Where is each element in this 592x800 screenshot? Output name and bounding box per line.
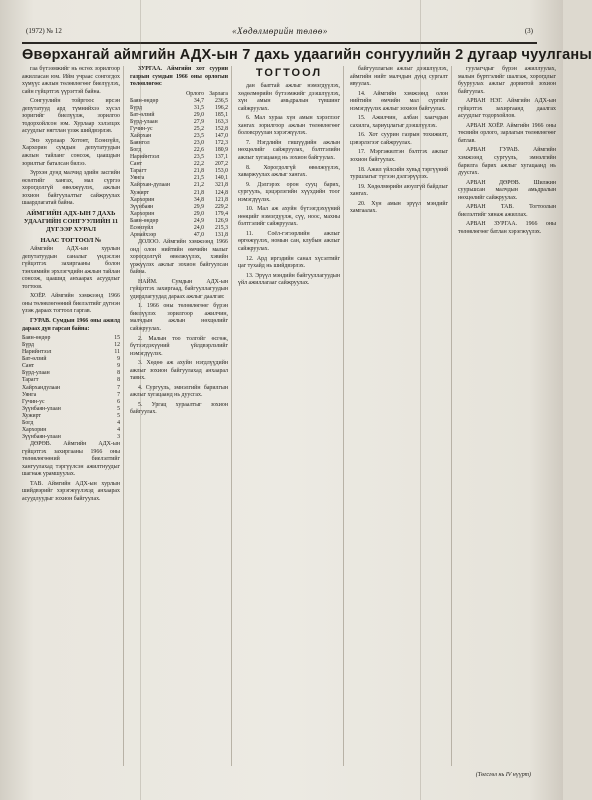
paragraph: дан бааттай ажлыг нэмэгдүүлэх, хөдөлмөрийн бүтээмжийг дээшлүүлэх, хүн амын амьдралын түвшинг сайжруулах. [238, 83, 340, 112]
paper-name: «Хөдөлмөрийн төлөө» [232, 26, 328, 36]
table-cell: 21,2 [193, 182, 205, 189]
paragraph: 8. Хорогдолгүй өвөлжүүлэх, хаваржуулах ажлыг хангах. [238, 164, 340, 179]
table-cell: Арвайхээр [130, 231, 157, 238]
table-cell: Хархорин [130, 196, 155, 203]
table-cell: 321,8 [214, 182, 228, 189]
table-cell: Богд [130, 147, 142, 154]
table-cell: Хайрхан [130, 133, 152, 140]
table-cell: 163,3 [214, 118, 228, 125]
table-cell: 23,5 [193, 154, 205, 161]
table-row [130, 140, 228, 147]
table-cell-name: Бүрд-улаан [22, 370, 50, 377]
table-cell: 24,9 [193, 217, 205, 224]
table-cell: 207,2 [214, 161, 228, 168]
column-5 [458, 66, 559, 766]
table-cell-value: 6 [117, 398, 120, 405]
table-cell: 140,1 [214, 175, 228, 182]
table-row [130, 98, 228, 105]
column-3 [238, 66, 344, 766]
table-cell: 29,0 [193, 210, 205, 217]
table-cell: 34,7 [193, 97, 205, 104]
table-cell-name: Хархорин [22, 426, 47, 433]
table-cell: Гучин-ус [130, 125, 153, 132]
table-row [22, 370, 120, 377]
table-cell: 23,5 [193, 133, 205, 140]
fold-line [140, 0, 141, 800]
paragraph: ДОЛОО. Аймгийн хэмжээнд 1966 онд олон нийтийн өмчийн малыг хорогдолгүй өвөлжүүлэх, хэвийн үржүүлэх ажлыг зохион байгуулсан байна. [130, 238, 228, 276]
paragraph: 16. Хот суурин газрын тохижилт, цэвэрлэгээг сайжруулах. [350, 132, 448, 146]
paragraph: 11. Соёл-гэгээрлийн ажлыг өргөжүүлэх, номын сан, клубын ажлыг сайжруулах. [238, 230, 340, 253]
table-cell: Хайрхан-дулаан [130, 182, 170, 189]
table-row [130, 204, 228, 211]
table-cell-name: Уянга [22, 391, 37, 398]
paragraph: 10. Мал аж ахуйн бүтээгдэхүүний нөөцийг нэмэгдүүлж, сүү, ноос, махны бэлтгэлийг сайжруулах. [238, 206, 340, 228]
table-row [130, 225, 228, 232]
paragraph: 4. Сургууль, эмнэлгийн барилгын ажлыг хугацаанд нь дуусгах. [130, 384, 228, 399]
table-cell: 22,6 [193, 147, 205, 154]
paragraph: 20. Хүн амын эрүүл мэндийг хамгаалах. [350, 200, 448, 215]
table-cell-value: 8 [117, 370, 120, 377]
table-cell: 29,9 [193, 203, 205, 210]
paragraph: АРВАН ДӨРӨВ. Шилжин суурьшсан малчдын амьдралын нөхцөлийг сайжруулах. [458, 179, 556, 201]
table-row [130, 154, 228, 161]
table-cell: Уянга [130, 175, 145, 182]
paragraph: 7. Нэгдлийн гишүүдийн ажлын нөхцөлийг сайжруулах, бэлтгэлийн ажлыг хугацаанд нь зохион байгуулах. [238, 139, 340, 161]
issue-number: (1972) № 12 [26, 27, 62, 35]
paragraph: 19. Хөдөлмөрийн аюулгүй байдлыг хангах. [350, 183, 448, 198]
table-cell-value: 9 [117, 363, 120, 370]
paragraph: гаа бүтээмжийг нь өсгөх зорилгоор ажилласан юм. Ийм учраас сонгогдох хүмүүс ажлын төлөвлөгөөг биелүүлэх, сайн гүйцэтгэх үүрэгтэй байна. [22, 66, 120, 95]
paragraph: АРВАН ХОЁР. Аймгийн 1966 оны төсвийн орлого, зарлагын төлөвлөгөөг батлав. [458, 122, 556, 144]
table-row [130, 168, 228, 175]
table-cell: Хужирт [130, 189, 149, 196]
table-cell: 21,5 [193, 175, 205, 182]
sum-results-table [22, 335, 120, 441]
table-cell: Тарагт [130, 168, 147, 175]
table-row [130, 218, 228, 225]
table-cell: 236,5 [214, 97, 228, 104]
paragraph-heading: ЗУРГАА. Аймгийн хот суурин газрын сумдын 1966 оны орлогын төлөвлөгөө: [130, 66, 228, 88]
paragraph: байгууллагын ажлыг дээшлүүлэх, аймгийн нийт малчдын дунд сургалт явуулах. [350, 66, 448, 88]
paragraph: 3. Хөдөө аж ахуйн нэгдлүүдийн ажлыг зохион байгуулахад анхаарал тавих. [130, 360, 228, 382]
table-cell: 27,9 [193, 118, 205, 125]
paragraph-heading: ГУРАВ. Сумдын 1966 оны ажилд дараах дүн гарсан байна: [22, 318, 120, 332]
paragraph: Аймгийн АДХ-ын хурлын депутатуудын саналыг үндэслэн гүйцэтгэх захиргааны болон тэнхимийн эрхлэгчдийн ажлын тайлан сонсож, цаашид анхаарах асуудлыг тогтоов. [22, 246, 120, 290]
table-cell: 147,0 [214, 133, 228, 140]
paragraph: НАЙМ. Сумдын АДХ-ын гүйцэтгэх захиргаад, байгууллагуудын удирдлагуудад дараах ажлыг даалгав: [130, 278, 228, 300]
paragraph: ХОЁР. Аймгийн хэмжээнд 1966 оны төлөвлөгөөний биелэлтийг дүгнэн үзэж дараах тогтоол гаргав. [22, 293, 120, 315]
continued-note: (Төгсгөл нь IV нүүрт) [475, 772, 531, 778]
table-cell-value: 3 [117, 433, 120, 440]
section-heading: АЙМГИЙН АДХ-ЫН 7 ДАХЬ УДААГИЙН СОНГУУЛИЙН 11 ДҮГЭЭР ХУРАЛ [23, 209, 119, 234]
paragraph: АРВАН ГУРАВ. Аймгийн хэмжээнд сургууль, эмнэлгийн барилга барих ажлыг хугацаанд нь дуусгах. [458, 147, 556, 177]
table-row [130, 182, 228, 189]
table-cell: 21,8 [193, 189, 205, 196]
paragraph: 15. Ажилчин, албан хаагчдын сахилга, хариуцлагыг дээшлүүлэх. [350, 115, 448, 129]
table-row [130, 211, 228, 218]
table-cell: Баянгол [130, 140, 150, 147]
table-cell: Баян-өндөр [130, 217, 159, 224]
column-2 [130, 66, 232, 766]
table-cell: 152,8 [214, 125, 228, 132]
table-cell-name: Хужирт [22, 412, 41, 419]
table-cell: Бүрд-улаан [130, 118, 158, 125]
table-cell-value: 5 [117, 405, 120, 412]
table-cell: 124,8 [214, 189, 228, 196]
table-row [130, 105, 228, 112]
table-row [22, 427, 120, 434]
table-cell: Бат-өлзий [130, 111, 155, 118]
table-cell: Сант [130, 161, 143, 168]
table-cell-name: Бат-өлзий [22, 356, 47, 363]
paragraph: 12. Ард иргэдийн санал хүсэлтийг цаг тухайд нь шийдвэрлэх. [238, 255, 340, 270]
table-cell-name: Тарагт [22, 377, 39, 384]
resolution-title: ТОГТООЛ [255, 67, 323, 79]
table-cell: 23,0 [193, 140, 205, 147]
table-cell-value: 12 [114, 342, 120, 349]
fold-line [420, 0, 421, 800]
table-cell-name: Нарийнтээл [22, 349, 52, 356]
table-cell-name: Зүүнбаян-улаан [22, 405, 61, 412]
table-cell-value: 7 [117, 391, 120, 398]
table-cell: 131,8 [214, 231, 228, 238]
table-header-cell [130, 91, 181, 98]
paragraph: АРВАН ЗУРГАА. 1966 оны төлөвлөгөөг батлан хэрэгжүүлэх. [458, 221, 556, 235]
paragraph: 13. Эрүүл мэндийн байгууллагуудын үйл ажиллагааг сайжруулах. [238, 272, 340, 287]
table-cell: 180,9 [214, 147, 228, 154]
table-cell: 153,0 [214, 168, 228, 175]
table-row [130, 190, 228, 197]
table-row [130, 197, 228, 204]
table-row [130, 161, 228, 168]
budget-table [130, 91, 228, 239]
table-cell-name: Хайрхандулаан [22, 384, 60, 391]
table-row [130, 119, 228, 126]
table-row [22, 434, 120, 441]
table-cell: 196,2 [214, 104, 228, 111]
page-headline: Өвөрхангай аймгийн АДХ-ын 7 дахь удаагийн сонгуулийн 2 дугаар чуулганы [22, 47, 592, 63]
paragraph: 14. Аймгийн хэмжээнд олон нийтийн өмчийн мал сүргийг нэмэгдүүлэх ажлыг зохион байгуулах. [350, 90, 448, 112]
table-cell-value: 11 [114, 349, 120, 356]
table-cell-value: 9 [117, 356, 120, 363]
table-row [130, 112, 228, 119]
table-row [22, 356, 120, 363]
table-cell: Есөнзүйл [130, 224, 154, 231]
table-cell-value: 4 [117, 419, 120, 426]
table-row [130, 126, 228, 133]
table-row [22, 335, 120, 342]
table-header-cell: Орлого [186, 90, 205, 97]
table-cell-value: 7 [117, 384, 120, 391]
table-row [22, 406, 120, 413]
paragraph: 18. Ажил үйлсийн хувьд тэргүүний туршлагыг түгээн дэлгэрүүлэх. [350, 166, 448, 181]
paragraph: 1. 1966 оны төлөвлөгөөг бүрэн биелүүлэх зорилгоор ажилчин, малчдын ажлын нөхцөлийг сайжруулах. [130, 303, 228, 332]
divider [22, 42, 537, 44]
table-row [22, 413, 120, 420]
table-cell: 121,8 [214, 196, 228, 203]
paragraph: 9. Дэлгэрэх орон сууц барих, сургууль, цэцэрлэгийн хүүхдийн тоог нэмэгдүүлэх. [238, 181, 340, 203]
paragraph: 5. Ургац хураалтыг зохион байгуулах. [130, 401, 228, 416]
table-cell-value: 15 [114, 335, 120, 342]
table-cell: 179,4 [214, 210, 228, 217]
table-cell: 215,3 [214, 224, 228, 231]
table-cell-value: 8 [117, 377, 120, 384]
table-cell: 25,2 [193, 125, 205, 132]
table-cell: Хархорин [130, 210, 155, 217]
masthead-bar [22, 26, 537, 40]
paragraph: 2. Малын тоо толгойг өсгөж, бүтээгдэхүүний үйлдвэрлэлийг нэмэгдүүлэх. [130, 335, 228, 357]
table-cell: 126,9 [214, 217, 228, 224]
table-header-cell: Зарлага [209, 90, 228, 97]
paragraph: Сонгуулийн тойргоос ирсэн депутатууд ард түмнийхээ хүсэл зоригийг биелүүлж, зорилгоо тодорхойлсон юм. Хурлаар хэлэлцэх асуудлыг нягтлан үзэж шийдвэрлэв. [22, 98, 120, 135]
paragraph: ДӨРӨВ. Аймгийн АДХ-ын гүйцэтгэх захиргааны 1966 оны төлөвлөгөөний биелэлтийг хангуулахад тэргүүлсэн ажилтнуудыг шагнаж урамшуулах. [22, 441, 120, 478]
table-row [22, 392, 120, 399]
table-cell-value: 5 [117, 412, 120, 419]
paragraph: АРВАН ТАВ. Тогтоолын биелэлтийг хянаж ажиллах. [458, 204, 556, 218]
table-cell: 21,8 [193, 168, 205, 175]
article-columns [22, 66, 556, 766]
paragraph: гуулагчдыг бүрэн ажиллуулах, малын бүртгэлийг шалгаж, хорогдлыг бууруулах ажлыг дорвитой зохион байгуулах. [458, 66, 556, 95]
table-cell-name: Бүрд [22, 342, 34, 349]
paragraph: 17. Мэргэжилтэн бэлтгэх ажлыг зохион байгуулах. [350, 149, 448, 164]
table-cell: Зүүнбаян [130, 203, 154, 210]
table-row [130, 133, 228, 140]
table-row [22, 377, 120, 384]
table-cell: Баян-өндөр [130, 97, 159, 104]
table-cell-name: Богд [22, 419, 34, 426]
paragraph: Зүрхэн дунд малчид эдийн засгийн өсөлтийг хангах, мал сүргээ хорогдолгүй өвөлжүүлэх, ажлын зохион байгуулалтыг сайжруулах шаардлагатай байна. [22, 170, 120, 207]
table-cell-name: Сант [22, 363, 35, 370]
paragraph: ТАВ. Аймгийн АДХ-ын хурлын шийдвэрийг хэрэгжүүлэхэд анхаарах асуудлуудыг зохион байгуулах. [22, 480, 120, 502]
table-row [22, 363, 120, 370]
paragraph: АРВАН НЭГ. Аймгийн АДХ-ын гүйцэтгэх захиргаанд даалгах асуудлыг тодорхойлов. [458, 98, 556, 120]
table-cell: 185,1 [214, 111, 228, 118]
page-number: (3) [524, 27, 533, 35]
paragraph: 6. Мал хураа хүн амын хэрэглээг хангах зорилгоор ажлын төлөвлөгөөг боловсруулан хэрэгжүүлэх. [238, 115, 340, 137]
table-cell: 29,0 [193, 111, 205, 118]
table-cell: Бүрд [130, 104, 142, 111]
table-cell: 47,0 [193, 231, 205, 238]
table-cell-name: Баян-өндөр [22, 335, 51, 342]
table-cell-name: Гучин-ус [22, 398, 45, 405]
table-row [22, 420, 120, 427]
table-row [22, 385, 120, 392]
paragraph: Энэ хурлаар Хотонт, Есөнзүйл, Хархорин сумдын депутатуудын ажлын тайланг сонсож, цаашдын зорилтыг баталсан билээ. [22, 137, 120, 167]
table-cell: 34,8 [193, 196, 205, 203]
column-4 [350, 66, 452, 766]
table-cell: 31,5 [193, 104, 205, 111]
table-cell: 229,2 [214, 203, 228, 210]
table-row [22, 399, 120, 406]
column-1 [22, 66, 124, 766]
table-row [130, 232, 228, 239]
table-cell: 22,2 [193, 161, 205, 168]
table-cell-value: 4 [117, 426, 120, 433]
section-subheading: НААС ТОГТООЛ № [40, 236, 102, 244]
table-cell-name: Зүүнбаян-улаан [22, 433, 61, 440]
table-cell: 24,0 [193, 224, 205, 231]
table-cell: Нарийнтээл [130, 154, 160, 161]
table-cell: 137,1 [214, 154, 228, 161]
table-cell: 172,3 [214, 140, 228, 147]
table-header-row [130, 91, 228, 98]
